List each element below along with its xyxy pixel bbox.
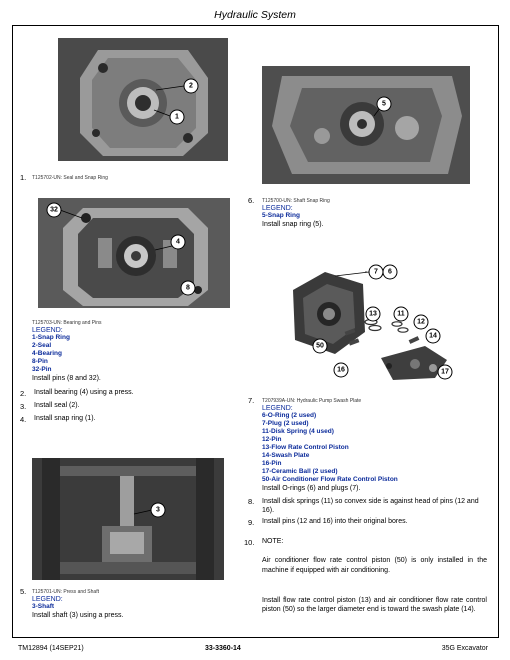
- legend-item: 13-Flow Rate Control Piston: [262, 444, 349, 451]
- legend-item: 50-Air Conditioner Flow Rate Control Piston: [262, 476, 398, 483]
- callout-4: 4: [176, 238, 180, 246]
- legend-title: LEGEND:: [32, 327, 63, 334]
- legend-title: LEGEND:: [262, 205, 293, 212]
- legend-item: 32-Pin: [32, 366, 52, 373]
- callout-2: 2: [189, 82, 193, 90]
- photo-shaft-snap-ring: [262, 66, 470, 184]
- photo-bearing-and-pins: [38, 198, 230, 308]
- left-border: [12, 25, 13, 638]
- callout-16: 16: [337, 366, 345, 374]
- legend-item: 12-Pin: [262, 436, 282, 443]
- step-7-legend: [262, 405, 398, 493]
- step-10-note-text: Air conditioner flow rate control piston (50) is only installed in the machine if equipped with air conditioning.: [262, 557, 487, 574]
- step-10-note-label: NOTE:: [262, 538, 284, 545]
- footer-rule: [12, 637, 499, 638]
- step-10-instruction: Install flow rate control piston (13) and air conditioner flow rate control piston (50) so the larger diameter end is toward the swash plate (14).: [262, 597, 487, 613]
- bearing-pins-caption: T125703-UN: Bearing and Pins: [32, 320, 102, 326]
- callout-13: 13: [369, 310, 377, 318]
- page-header-title: Hydraulic System: [214, 9, 296, 21]
- step-3-text: Install seal (2).: [34, 402, 80, 409]
- step-6-instruction: Install snap ring (5).: [262, 221, 324, 228]
- callout-11: 11: [397, 310, 405, 318]
- legend-title: LEGEND:: [32, 596, 63, 603]
- legend-item: 2-Seal: [32, 342, 52, 349]
- step-7-caption: T207939A-UN: Hydraulic Pump Swash Plate: [262, 398, 362, 404]
- step-8-number: 8.: [248, 497, 255, 506]
- legend-item: 7-Plug (2 used): [262, 420, 309, 427]
- step-4-number: 4.: [20, 415, 27, 424]
- step-5-instruction: Install shaft (3) using a press.: [32, 612, 124, 619]
- step-6-number: 6.: [248, 196, 255, 205]
- step-9-number: 9.: [248, 518, 255, 527]
- legend-item: 5-Snap Ring: [262, 212, 300, 219]
- callout-6: 6: [388, 268, 392, 276]
- step-9-text: Install pins (12 and 16) into their original bores.: [262, 518, 408, 525]
- bearing-pins-instruction: Install pins (8 and 32).: [32, 375, 101, 382]
- callout-3: 3: [156, 506, 160, 514]
- step-6-caption: T125700-UN: Shaft Snap Ring: [262, 198, 330, 204]
- legend-title: LEGEND:: [262, 405, 293, 412]
- right-border: [498, 25, 499, 638]
- legend-item: 16-Pin: [262, 460, 282, 467]
- callout-8: 8: [186, 284, 190, 292]
- bearing-pins-legend: [32, 327, 101, 383]
- step-1-number: 1.: [20, 173, 27, 182]
- callout-50: 50: [316, 342, 324, 350]
- step-4-text: Install snap ring (1).: [34, 415, 96, 422]
- step-3-number: 3.: [20, 402, 27, 411]
- step-8-text: Install disk springs (11) so convex side is against head of pins (12 and 16).: [262, 498, 479, 514]
- photo-press-and-shaft: [32, 458, 224, 580]
- legend-item: 11-Disk Spring (4 used): [262, 428, 334, 435]
- photo-seal-and-snap-ring: [58, 38, 228, 161]
- step-6-legend: [262, 205, 323, 229]
- step-7-number: 7.: [248, 396, 255, 405]
- callout-14: 14: [429, 332, 437, 340]
- diagram-swash-plate: [285, 262, 455, 384]
- footer-page-number: 33-3360-14: [205, 645, 241, 652]
- header-rule: [12, 25, 499, 26]
- legend-item: 14-Swash Plate: [262, 452, 310, 459]
- callout-7: 7: [374, 268, 378, 276]
- footer-model: 35G Excavator: [441, 645, 488, 652]
- step-1-caption: T125702-UN: Seal and Snap Ring: [32, 175, 108, 181]
- step-7-instruction: Install O-rings (6) and plugs (7).: [262, 485, 361, 492]
- step-2-number: 2.: [20, 389, 27, 398]
- footer-doc-id: TM12894 (14SEP21): [18, 645, 84, 652]
- legend-item: 1-Snap Ring: [32, 334, 70, 341]
- legend-item: 4-Bearing: [32, 350, 62, 357]
- step-10-number: 10.: [244, 538, 255, 547]
- callout-12: 12: [417, 318, 425, 326]
- callout-17: 17: [441, 368, 449, 376]
- callout-32: 32: [50, 206, 58, 214]
- legend-item: 6-O-Ring (2 used): [262, 412, 317, 419]
- step-5-caption: T125701-UN: Press and Shaft: [32, 589, 99, 595]
- legend-item: 17-Ceramic Ball (2 used): [262, 468, 338, 475]
- step-5-legend: [32, 596, 123, 620]
- step-2-text: Install bearing (4) using a press.: [34, 389, 134, 396]
- legend-item: 8-Pin: [32, 358, 48, 365]
- callout-5: 5: [382, 100, 386, 108]
- callout-1: 1: [175, 113, 179, 121]
- legend-item: 3-Shaft: [32, 603, 55, 610]
- step-5-number: 5.: [20, 587, 27, 596]
